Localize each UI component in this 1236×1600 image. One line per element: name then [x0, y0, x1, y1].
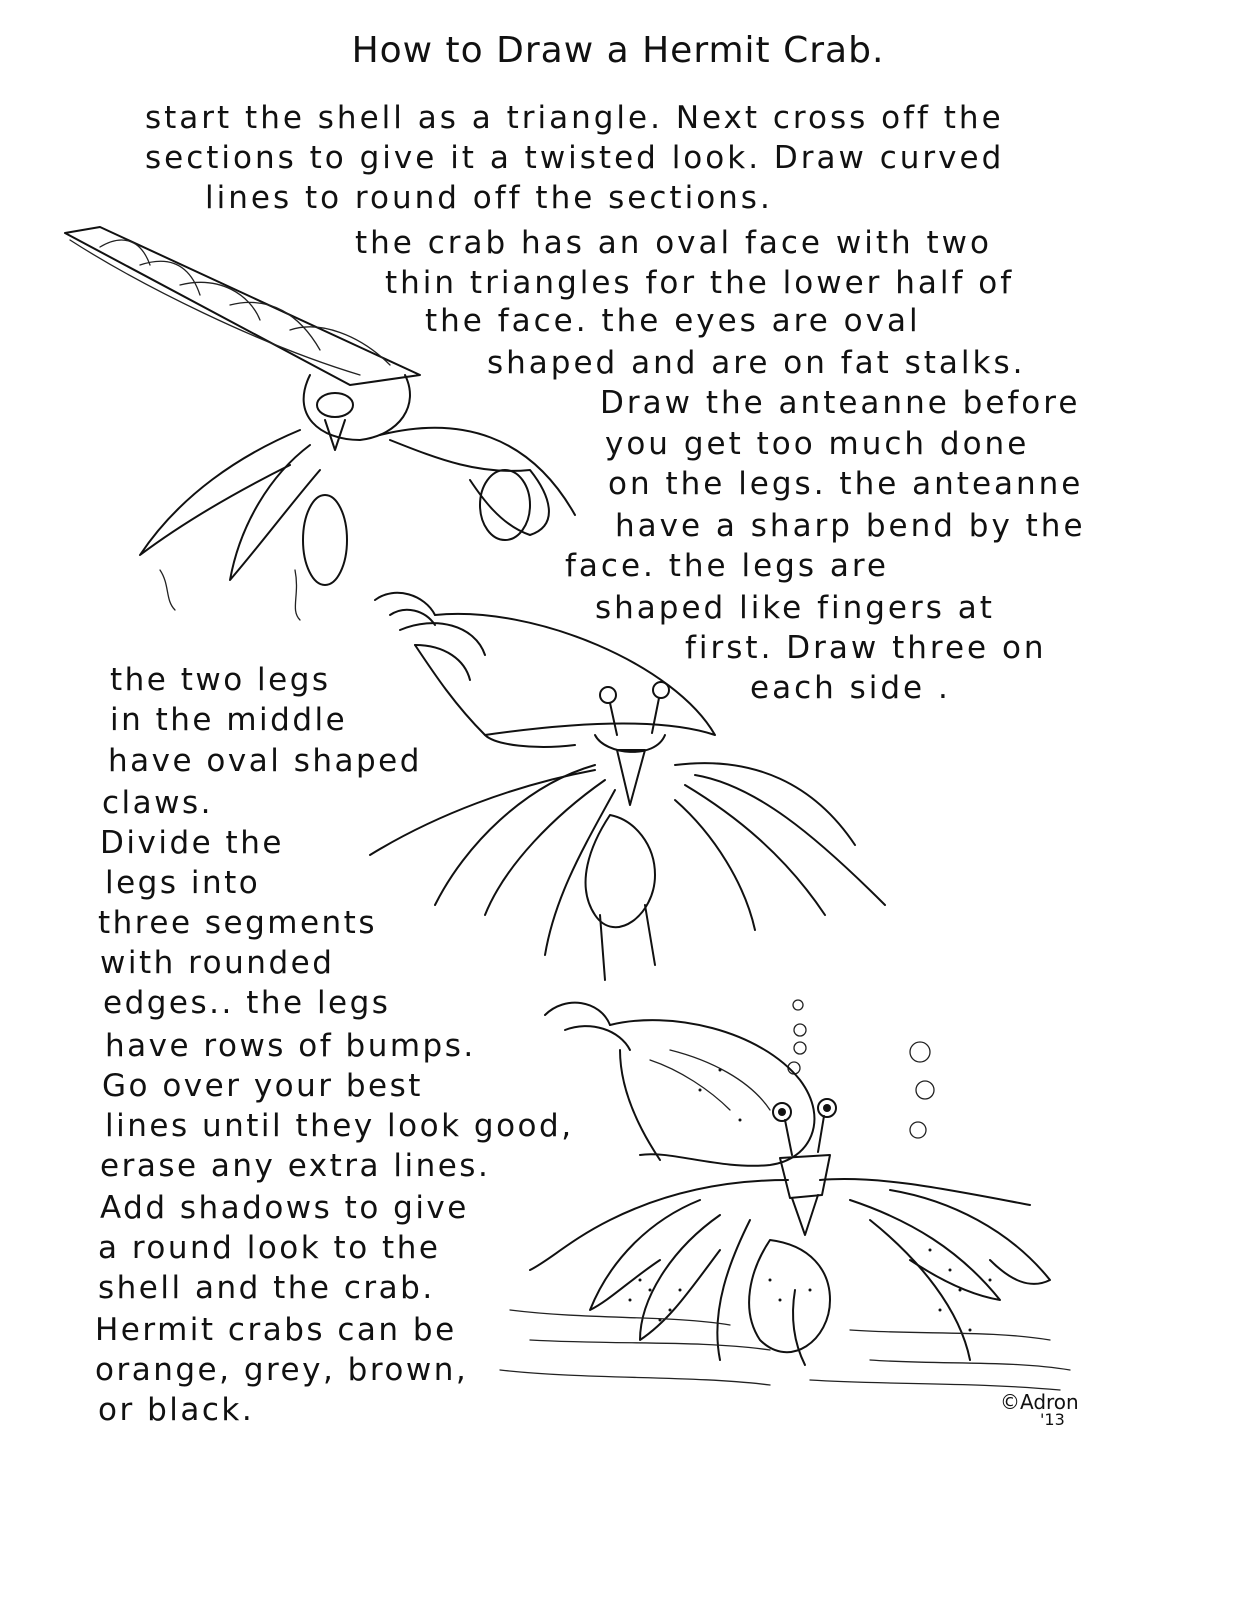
instruction-line: the face. the eyes are oval [425, 303, 921, 339]
instruction-line: have oval shaped [108, 743, 422, 779]
instruction-line: Draw the anteanne before [600, 385, 1081, 421]
instruction-line: first. Draw three on [685, 630, 1047, 666]
instruction-line: Add shadows to give [100, 1190, 469, 1226]
instruction-line: Go over your best [102, 1068, 423, 1104]
instruction-line: erase any extra lines. [100, 1148, 491, 1184]
instruction-line: with rounded [100, 945, 335, 981]
instruction-line: Hermit crabs can be [95, 1312, 457, 1348]
page-title: How to Draw a Hermit Crab. [351, 30, 885, 71]
instruction-line: orange, grey, brown, [95, 1352, 469, 1388]
finished-crab-illustration [470, 990, 1090, 1400]
signature-name: ©Adron [1000, 1390, 1079, 1414]
instruction-line: shell and the crab. [98, 1270, 435, 1306]
instruction-line: the two legs [110, 662, 331, 698]
instruction-line: on the legs. the anteanne [608, 466, 1084, 502]
instruction-line: in the middle [110, 702, 348, 738]
instruction-line: legs into [105, 865, 261, 901]
instruction-line: edges.. the legs [103, 985, 391, 1021]
instruction-line: Divide the [100, 825, 284, 861]
instruction-line: three segments [98, 905, 377, 941]
instruction-line: each side . [750, 670, 951, 706]
instruction-line: thin triangles for the lower half of [385, 265, 1015, 301]
instruction-line: a round look to the [98, 1230, 441, 1266]
artist-signature [1000, 1390, 1079, 1429]
instruction-line: lines to round off the sections. [205, 180, 773, 216]
instruction-line: lines until they look good, [105, 1108, 574, 1144]
sketch-step-1-illustration [60, 225, 600, 625]
instruction-line: the crab has an oval face with two [355, 225, 992, 261]
signature-year: '13 [1040, 1410, 1065, 1429]
instruction-line: shaped like fingers at [595, 590, 995, 626]
instruction-line: have rows of bumps. [105, 1028, 476, 1064]
instruction-line: have a sharp bend by the [615, 508, 1086, 544]
instruction-line: or black. [98, 1392, 255, 1428]
instruction-line: shaped and are on fat stalks. [487, 345, 1026, 381]
sketch-step-2-illustration [355, 585, 895, 990]
instruction-line: face. the legs are [565, 548, 889, 584]
instruction-line: sections to give it a twisted look. Draw curved [145, 140, 1005, 176]
instruction-line: start the shell as a triangle. Next cross off the [145, 100, 1004, 136]
instruction-line: you get too much done [605, 426, 1030, 462]
instruction-line: claws. [102, 785, 214, 821]
